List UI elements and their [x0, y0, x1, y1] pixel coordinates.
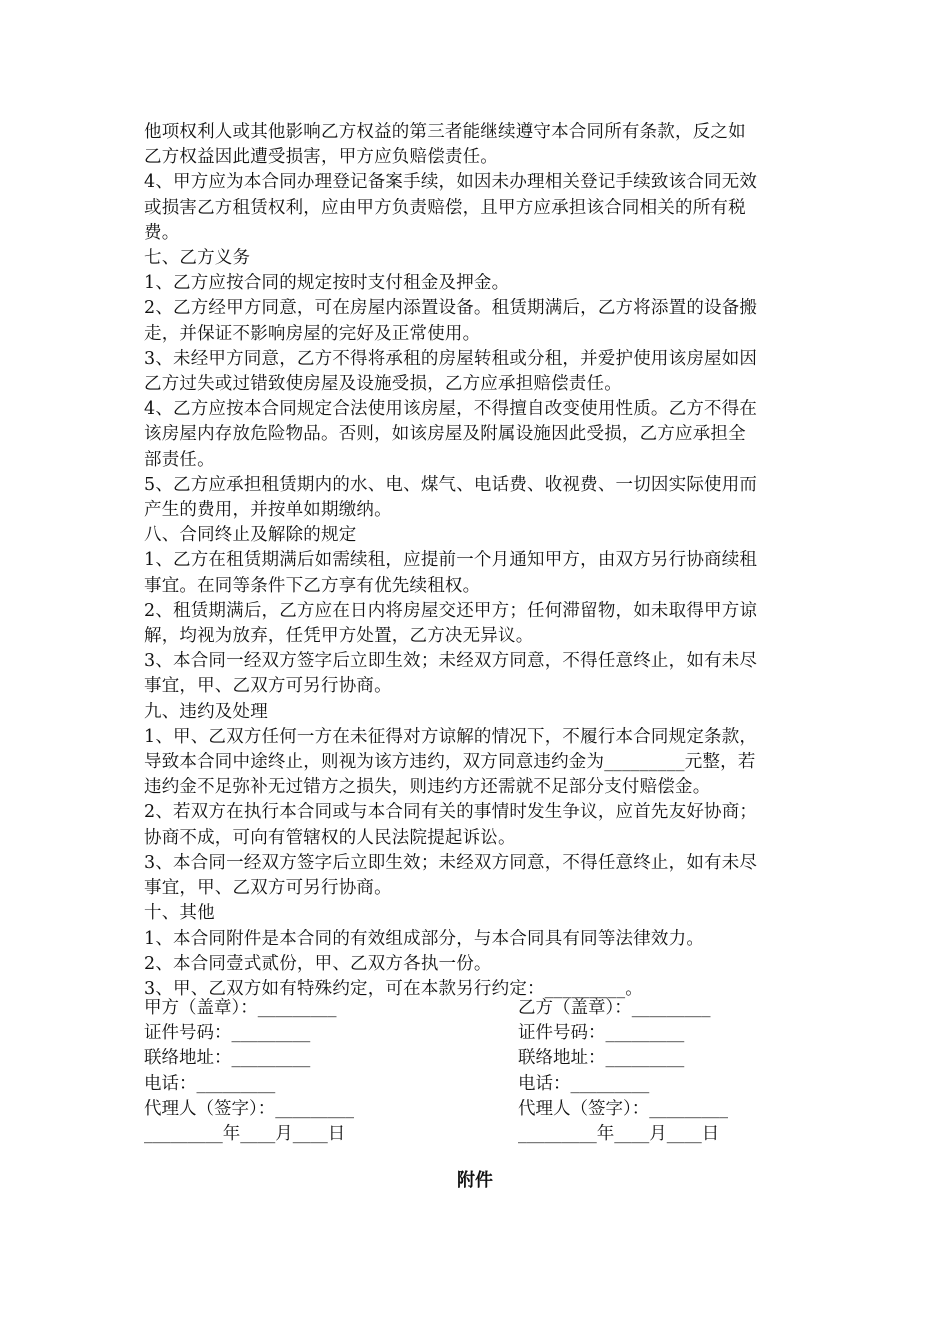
party-a-address: 联络地址：_________: [144, 1048, 311, 1069]
signature-row: [144, 1122, 812, 1147]
body-line: 导致本合同中途终止，则视为该方违约，双方同意违约金为_________元整，若: [144, 752, 756, 773]
body-line: 5、乙方应承担租赁期内的水、电、煤气、电话费、收视费、一切因实际使用而: [144, 474, 758, 495]
signature-row: [144, 1072, 812, 1097]
body-line: 3、本合同一经双方签字后立即生效；未经双方同意，不得任意终止，如有未尽: [144, 852, 758, 873]
signature-row: [144, 1097, 812, 1122]
signature-row: [144, 1046, 812, 1071]
body-line: 2、乙方经甲方同意，可在房屋内添置设备。租赁期满后，乙方将添置的设备搬: [144, 298, 758, 319]
body-line: 乙方过失或过错致使房屋及设施受损，乙方应承担赔偿责任。: [144, 374, 622, 395]
body-line: 乙方权益因此遭受损害，甲方应负赔偿责任。: [144, 147, 498, 168]
body-line: 4、甲方应为本合同办理登记备案手续，如因未办理相关登记手续致该合同无效: [144, 172, 758, 193]
body-line: 1、乙方在租赁期满后如需续租，应提前一个月通知甲方，由双方另行协商续租: [144, 550, 758, 571]
body-line: 3、本合同一经双方签字后立即生效；未经双方同意，不得任意终止，如有未尽: [144, 651, 758, 672]
contract-body: [144, 120, 812, 1002]
body-line: 1、乙方应按合同的规定按时支付租金及押金。: [144, 273, 510, 294]
party-b-phone: 电话：_________: [518, 1073, 650, 1094]
party-b-agent: 代理人（签字）：_________: [518, 1098, 728, 1119]
body-line: 解，均视为放弃，任凭甲方处置，乙方决无异议。: [144, 626, 534, 647]
body-line: 2、租赁期满后，乙方应在日内将房屋交还甲方；任何滞留物，如未取得甲方谅: [144, 600, 758, 621]
section-heading: 七、乙方义务: [144, 248, 251, 269]
signature-block: [144, 996, 812, 1147]
body-line: 1、甲、乙双方任何一方在未征得对方谅解的情况下，不履行本合同规定条款，: [144, 726, 758, 747]
body-line: 或损害乙方租赁权利，应由甲方负责赔偿，且甲方应承担该合同相关的所有税: [144, 197, 746, 218]
party-a-date: _________年____月____日: [144, 1124, 346, 1145]
body-line: 产生的费用，并按单如期缴纳。: [144, 500, 392, 521]
party-a-phone: 电话：_________: [144, 1073, 276, 1094]
body-line: 违约金不足弥补无过错方之损失，则违约方还需就不足部分支付赔偿金。: [144, 777, 711, 798]
signature-row: [144, 1021, 812, 1046]
body-line: 走，并保证不影响房屋的完好及正常使用。: [144, 323, 481, 344]
party-a-id-number: 证件号码：_________: [144, 1023, 311, 1044]
party-b-id-number: 证件号码：_________: [518, 1023, 685, 1044]
party-b-address: 联络地址：_________: [518, 1048, 685, 1069]
section-heading: 八、合同终止及解除的规定: [144, 525, 357, 546]
body-line: 该房屋内存放危险物品。否则，如该房屋及附属设施因此受损，乙方应承担全: [144, 424, 746, 445]
section-heading: 九、违约及处理: [144, 701, 268, 722]
body-line: 部责任。: [144, 449, 215, 470]
party-b-seal: 乙方（盖章）：_________: [518, 998, 711, 1018]
body-line: 协商不成，可向有管辖权的人民法院提起诉讼。: [144, 827, 516, 848]
appendix-title: 附件: [457, 1170, 493, 1191]
body-line: 费。: [144, 222, 180, 243]
body-line: 事宜，甲、乙双方可另行协商。: [144, 676, 392, 697]
body-line: 事宜，甲、乙双方可另行协商。: [144, 878, 392, 899]
party-a-agent: 代理人（签字）：_________: [144, 1098, 354, 1119]
body-line: 2、本合同壹式贰份，甲、乙双方各执一份。: [144, 953, 492, 974]
body-line: 他项权利人或其他影响乙方权益的第三者能继续遵守本合同所有条款，反之如: [144, 122, 746, 142]
body-line: 3、甲、乙双方如有特殊约定，可在本款另行约定：_________。: [144, 978, 643, 999]
body-line: 4、乙方应按本合同规定合法使用该房屋，不得擅自改变使用性质。乙方不得在: [144, 399, 758, 420]
party-b-date: _________年____月____日: [518, 1124, 720, 1145]
body-line: 3、未经甲方同意，乙方不得将承租的房屋转租或分租，并爱护使用该房屋如因: [144, 348, 758, 369]
party-a-seal: 甲方（盖章）：_________: [144, 998, 337, 1018]
body-line: 2、若双方在执行本合同或与本合同有关的事情时发生争议，应首先友好协商；: [144, 802, 758, 823]
signature-row: [144, 996, 812, 1021]
body-line: 事宜。在同等条件下乙方享有优先续租权。: [144, 575, 481, 596]
body-line: 1、本合同附件是本合同的有效组成部分，与本合同具有同等法律效力。: [144, 928, 705, 949]
section-heading: 十、其他: [144, 903, 215, 924]
